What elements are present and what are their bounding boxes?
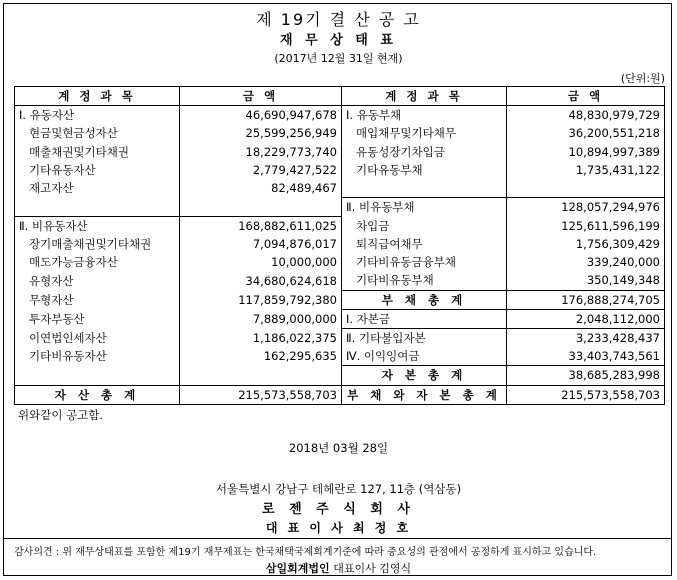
table-row <box>15 271 665 290</box>
amount-left: 82,489,467 <box>180 179 342 198</box>
amount-left: 2,779,427,522 <box>180 161 342 179</box>
table-row <box>15 106 665 125</box>
total-liab-equity-label: 부 채 와 자 본 총 계 <box>342 385 507 404</box>
amount-right: 2,048,112,000 <box>507 309 665 328</box>
amount-right: 48,830,979,729 <box>507 106 665 125</box>
table-row <box>15 309 665 328</box>
amount-right: 38,685,283,998 <box>507 366 665 385</box>
account-left: 현금및현금성자산 <box>15 124 180 142</box>
account-right: 퇴직급여채무 <box>342 235 507 253</box>
account-left: 매출채권및기타채권 <box>15 143 180 161</box>
amount-left: 7,094,876,017 <box>180 235 342 253</box>
amount-right: 176,888,274,705 <box>507 290 665 309</box>
account-left: 재고자산 <box>15 179 180 198</box>
account-right <box>342 179 507 198</box>
table-row <box>15 216 665 235</box>
total-assets-label: 자 산 총 계 <box>15 385 180 404</box>
amount-right <box>507 179 665 198</box>
account-left: 매도가능금융자산 <box>15 253 180 271</box>
auditor-line <box>0 560 677 576</box>
table-row <box>15 124 665 142</box>
footer-divider <box>3 538 672 539</box>
account-right: Ⅱ. 비유동부채 <box>342 198 507 217</box>
table-row <box>15 290 665 309</box>
amount-right: 128,057,294,976 <box>507 198 665 217</box>
amount-left: 46,690,947,678 <box>180 106 342 125</box>
table-body <box>15 106 665 385</box>
table-row <box>15 179 665 198</box>
account-right: 차입금 <box>342 216 507 235</box>
account-left: 투자부동산 <box>15 309 180 328</box>
amount-left: 162,295,635 <box>180 347 342 366</box>
company-address: 서울특별시 강남구 테헤란로 127, 11층 (역삼동) <box>215 482 462 496</box>
statement-title: 재 무 상 태 표 <box>280 33 397 48</box>
account-left: 무형자산 <box>15 290 180 309</box>
table-row <box>15 347 665 366</box>
account-right: 자 본 총 계 <box>342 366 507 385</box>
table-row <box>15 328 665 347</box>
amount-right: 10,894,997,389 <box>507 143 665 161</box>
account-right: 기타비유동부채 <box>342 271 507 290</box>
amount-right: 36,200,551,218 <box>507 124 665 142</box>
account-right: 부 채 총 계 <box>342 290 507 309</box>
account-left <box>15 198 180 217</box>
company-ceo: 대 표 이 사 최 정 호 <box>265 521 412 535</box>
account-left: 유형자산 <box>15 271 180 290</box>
amount-left: 117,859,792,380 <box>180 290 342 309</box>
header-account-left: 계 정 과 목 <box>15 87 180 106</box>
notice-statement: 위와같이 공고함. <box>18 408 104 422</box>
amount-right: 33,403,743,561 <box>507 347 665 366</box>
amount-left: 1,186,022,375 <box>180 328 342 347</box>
balance-sheet-table <box>14 86 665 405</box>
header-amount-right: 금 액 <box>507 87 665 106</box>
table-row <box>15 161 665 179</box>
account-left: 기타유동자산 <box>15 161 180 179</box>
auditor-ceo: 대표이사 김영식 <box>333 562 412 575</box>
amount-left <box>180 198 342 217</box>
auditor-firm: 삼일회계법인 <box>265 562 330 575</box>
unit-label: (단위:원) <box>620 72 665 85</box>
account-right: 유동성장기차입금 <box>342 143 507 161</box>
table-row <box>15 143 665 161</box>
amount-left <box>180 366 342 385</box>
account-right: Ⅰ. 자본금 <box>342 309 507 328</box>
amount-left: 168,882,611,025 <box>180 216 342 235</box>
amount-right: 339,240,000 <box>507 253 665 271</box>
publication-date: 2018년 03월 28일 <box>288 441 389 455</box>
account-right: Ⅱ. 기타불입자본 <box>342 328 507 347</box>
table-row <box>15 235 665 253</box>
amount-right: 1,756,309,429 <box>507 235 665 253</box>
amount-right: 125,611,596,199 <box>507 216 665 235</box>
account-left: Ⅱ. 비유동자산 <box>15 216 180 235</box>
amount-left: 7,889,000,000 <box>180 309 342 328</box>
account-left <box>15 366 180 385</box>
table-row <box>15 366 665 385</box>
account-right: Ⅰ. 유동부채 <box>342 106 507 125</box>
amount-left: 10,000,000 <box>180 253 342 271</box>
amount-left: 18,229,773,740 <box>180 143 342 161</box>
account-right: Ⅳ. 이익잉여금 <box>342 347 507 366</box>
total-assets-amount: 215,573,558,703 <box>180 385 342 404</box>
header-account-right: 계 정 과 목 <box>342 87 507 106</box>
total-liab-equity-amount: 215,573,558,703 <box>507 385 665 404</box>
statement-date: (2017년 12월 31일 현재) <box>274 52 403 65</box>
account-right: 기타유동부채 <box>342 161 507 179</box>
account-left: Ⅰ. 유동자산 <box>15 106 180 125</box>
header-amount-left: 금 액 <box>180 87 342 106</box>
account-left: 기타비유동자산 <box>15 347 180 366</box>
account-right: 매입채무및기타채무 <box>342 124 507 142</box>
table-header-row <box>15 87 665 106</box>
notice-title: 제 19기 결 산 공 고 <box>256 10 421 29</box>
account-left: 이연법인세자산 <box>15 328 180 347</box>
amount-right: 350,149,348 <box>507 271 665 290</box>
amount-right: 3,233,428,437 <box>507 328 665 347</box>
account-right: 기타비유동금융부채 <box>342 253 507 271</box>
audit-opinion: 감사의견 : 위 재무상태표를 포함한 제19기 재무제표는 한국채택국제회계기준에 따라 중요성의 관점에서 공정하게 표시하고 있습니다. <box>14 547 597 558</box>
table-row <box>15 198 665 217</box>
company-name: 로 젠 주 식 회 사 <box>262 502 415 517</box>
amount-left: 34,680,624,618 <box>180 271 342 290</box>
amount-right: 1,735,431,122 <box>507 161 665 179</box>
grand-total-row <box>15 385 665 404</box>
account-left: 장기매출채권및기타채권 <box>15 235 180 253</box>
table-row <box>15 253 665 271</box>
amount-left: 25,599,256,949 <box>180 124 342 142</box>
